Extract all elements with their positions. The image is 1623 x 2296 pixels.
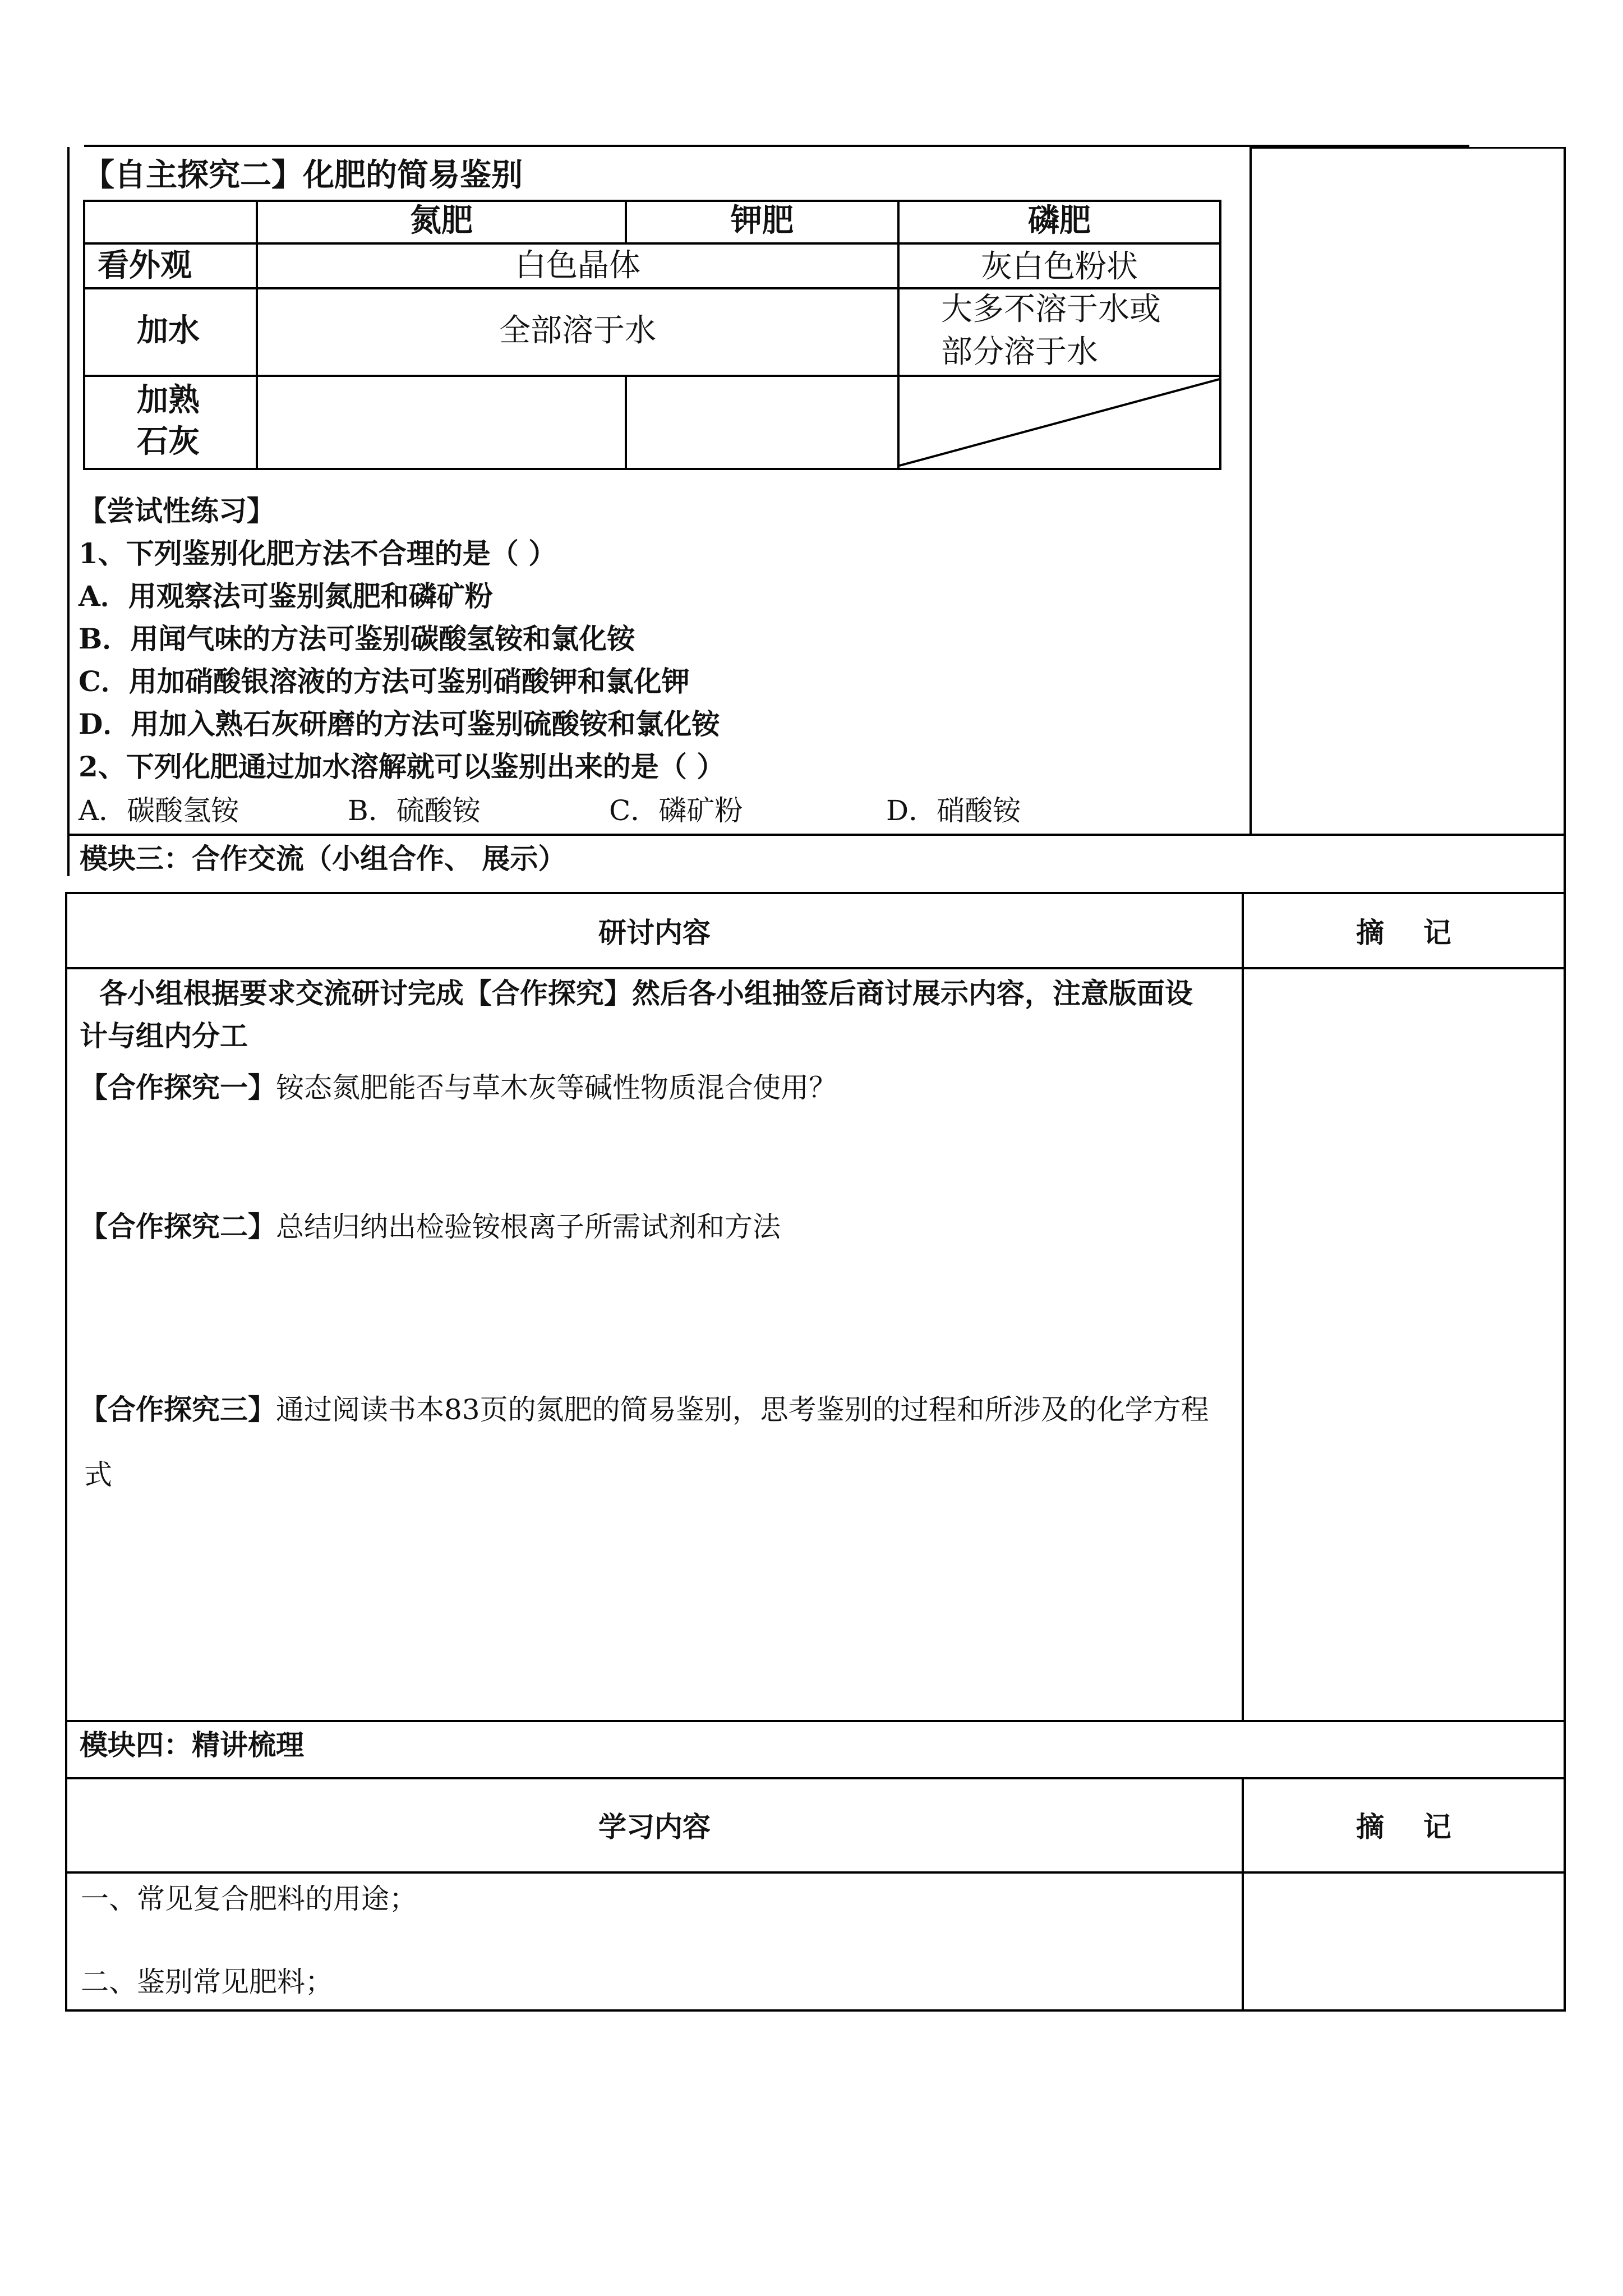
coop3-text-2: 式: [84, 1458, 112, 1491]
practice-title: 【尝试性练习】: [79, 494, 275, 527]
module3-intro-1: 各小组根据要求交流研讨完成【合作探究】然后各小组抽签后商讨展示内容，注意版面设: [80, 977, 1193, 1010]
header-phosphorus: 磷肥: [1028, 203, 1091, 239]
module3-col-content: 研讨内容: [598, 916, 711, 949]
q2-option-a: A．碳酸氢铵: [79, 794, 239, 827]
q2-option-c: C．磷矿粉: [609, 794, 743, 827]
header-potassium: 钾肥: [731, 203, 794, 239]
module4-col-content: 学习内容: [598, 1810, 711, 1843]
top-rule-right: [1252, 147, 1564, 149]
header-nitrogen: 氮肥: [410, 203, 473, 239]
coop2-text: 总结归纳出检验铵根离子所需试剂和方法: [276, 1211, 781, 1243]
upper-right-border: [1564, 147, 1566, 876]
appearance-p: 灰白色粉状: [981, 249, 1138, 285]
coop2-label: 【合作探究二】: [80, 1210, 276, 1243]
coop3: [80, 1393, 1209, 1426]
q1-option-a: A．用观察法可鉴别氮肥和磷矿粉: [79, 579, 493, 613]
row-label-lime-1: 加熟: [137, 382, 200, 418]
q1-option-b: B．用闻气味的方法可鉴别碳酸氢铵和氯化铵: [79, 622, 635, 655]
coop1: [80, 1071, 837, 1104]
q2-option-b: B．硫酸铵: [348, 794, 481, 827]
q2-option-d: D．硝酸铵: [886, 794, 1021, 827]
module4-col-notes: 摘 记: [1356, 1810, 1451, 1843]
module4-item-2: 二、鉴别常见肥料；: [81, 1966, 333, 1998]
row-label-appearance: 看外观: [98, 247, 192, 284]
q1-option-d: D．用加入熟石灰研磨的方法可鉴别硫酸铵和氯化铵: [79, 707, 720, 740]
water-p-line1: 大多不溶于水或: [941, 291, 1161, 328]
row-label-water: 加水: [137, 312, 200, 349]
module3-title: 模块三：合作交流（小组合作、 展示）: [80, 842, 566, 875]
coop3-label: 【合作探究三】: [80, 1393, 276, 1426]
module3-intro-2: 计与组内分工: [80, 1019, 248, 1052]
coop1-label: 【合作探究一】: [80, 1071, 276, 1104]
coop1-text: 铵态氮肥能否与草木灰等碱性物质混合使用？: [276, 1071, 837, 1104]
upper-left-border: [67, 147, 70, 876]
appearance-nk: 白色晶体: [515, 247, 640, 284]
water-nk: 全部溶于水: [499, 312, 656, 349]
module4-title: 模块四：精讲梳理: [80, 1728, 304, 1761]
coop3-text: 通过阅读书本83页的氮肥的简易鉴别，思考鉴别的过程和所涉及的化学方程: [276, 1393, 1209, 1426]
coop2: [80, 1210, 781, 1243]
water-p-line2: 部分溶于水: [941, 334, 1098, 370]
fertilizer-table: [83, 200, 1221, 470]
q1-option-c: C．用加硝酸银溶液的方法可鉴别硝酸钾和氯化钾: [79, 665, 690, 698]
explore2-title: 【自主探究二】化肥的简易鉴别: [83, 157, 523, 194]
diagonal-strike: [900, 377, 1219, 468]
module4-item-1: 一、常见复合肥料的用途；: [81, 1883, 417, 1915]
module3-col-notes: 摘 记: [1356, 916, 1451, 949]
practice-q1: 1、下列鉴别化肥方法不合理的是（ ）: [79, 537, 557, 570]
practice-q2: 2、下列化肥通过加水溶解就可以鉴别出来的是（ ）: [79, 750, 725, 783]
upper-divider: [1249, 147, 1252, 834]
row-label-lime-2: 石灰: [137, 424, 200, 460]
